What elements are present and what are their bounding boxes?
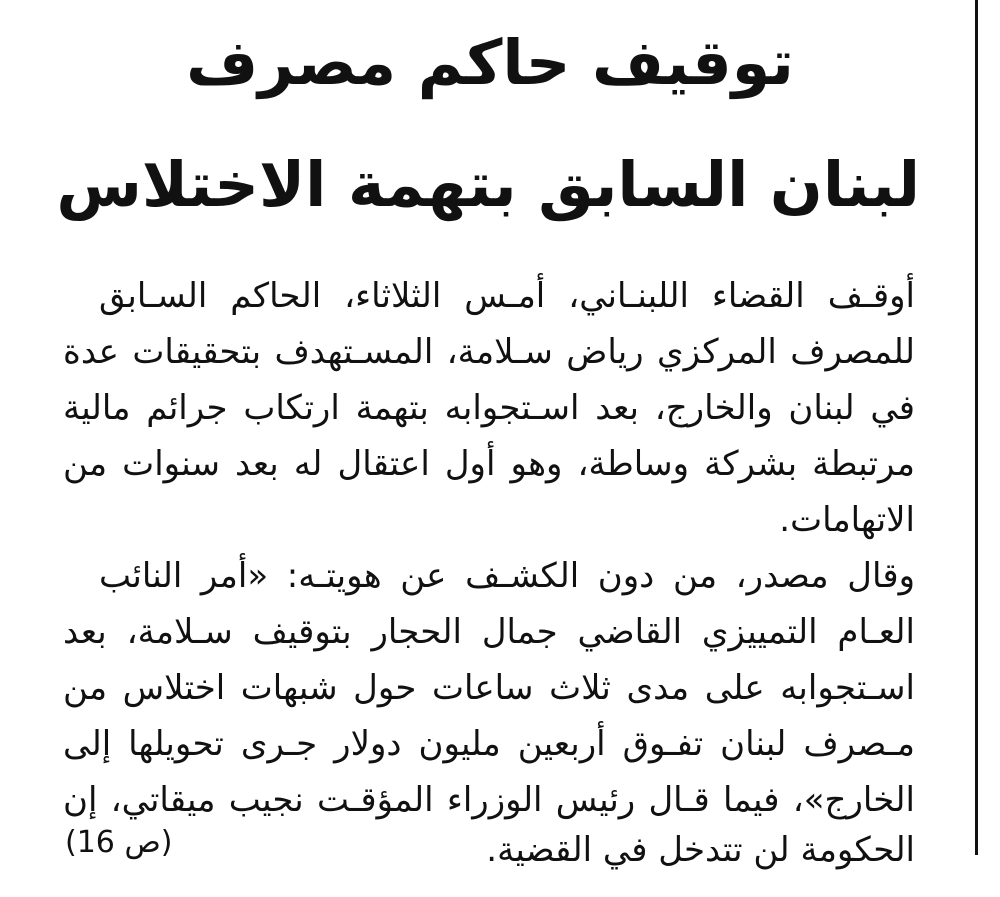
body-line-6: وقال مصدر، من دون الكشـف عن هويتـه: «أمر النائب <box>99 556 915 596</box>
body-line-9: مـصرف لبنان تفـوق أربعين مليون دولار جـرى تحويلها إلى <box>63 724 915 764</box>
headline-line-1: توقيف حاكم مصرف <box>186 26 794 99</box>
column-rule <box>975 0 978 855</box>
body-line-2: للمصرف المركزي رياض سـلامة، المسـتهدف بتحقيقات عدة <box>63 332 915 372</box>
body-line-5: الاتهامات. <box>779 500 915 540</box>
body-line-11: الحكومة لن تتدخل في القضية. <box>486 830 915 870</box>
headline-line-2: لبنان السابق بتهمة الاختلاس <box>56 148 920 221</box>
body-line-4: مرتبطة بشركة وساطة، وهو أول اعتقال له بعد سنوات من <box>63 444 915 484</box>
body-line-10: الخارج»، فيما قـال رئيس الوزراء المؤقـت نجيب ميقاتي، إن <box>63 780 915 820</box>
page-reference: (ص 16) <box>65 825 173 860</box>
body-line-1: أوقـف القضاء اللبنـاني، أمـس الثلاثاء، الحاكم السـابق <box>99 276 915 316</box>
body-line-8: اسـتجوابه على مدى ثلاث ساعات حول شبهات اختلاس من <box>63 668 915 708</box>
body-line-7: العـام التمييزي القاضي جمال الحجار بتوقيف سـلامة، بعد <box>63 612 915 652</box>
body-line-3: في لبنان والخارج، بعد اسـتجوابه بتهمة ارتكاب جرائم مالية <box>63 388 915 428</box>
